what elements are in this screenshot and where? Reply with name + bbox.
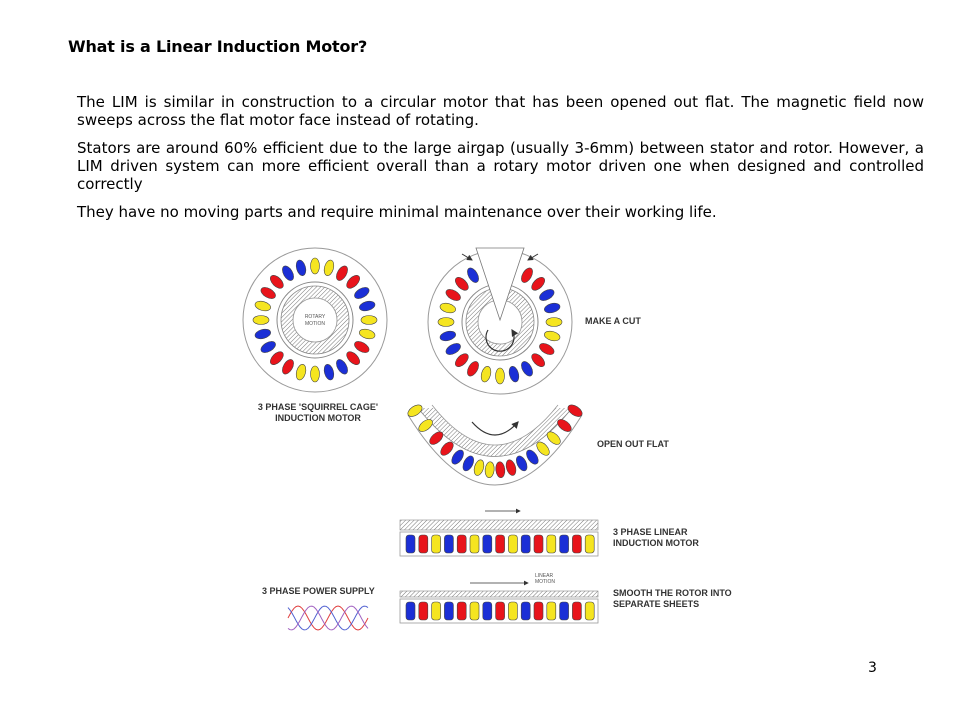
linear-motion-label-2: MOTION: [535, 579, 555, 585]
coil: [311, 366, 320, 382]
coil: [547, 535, 556, 553]
coil: [521, 602, 530, 620]
coil: [406, 535, 415, 553]
coil: [496, 535, 505, 553]
squirrel-cage-label-2: INDUCTION MOTOR: [275, 413, 361, 423]
coil: [419, 602, 428, 620]
smooth-label-2: SEPARATE SHEETS: [613, 599, 700, 609]
squirrel-cage-motor: [243, 248, 387, 423]
rotary-motion-label-1: ROTARY: [304, 314, 326, 320]
coil: [457, 535, 466, 553]
linear-motor-1: [400, 511, 699, 556]
coil: [438, 318, 454, 327]
coil: [470, 602, 479, 620]
power-supply: [262, 586, 375, 630]
power-supply-label: 3 PHASE POWER SUPPLY: [262, 586, 375, 596]
coil: [253, 316, 269, 325]
coil: [470, 535, 479, 553]
coil: [508, 535, 517, 553]
coil: [585, 535, 594, 553]
make-cut-label: MAKE A CUT: [585, 316, 641, 326]
coil: [508, 602, 517, 620]
lim-label-1: 3 PHASE LINEAR: [613, 527, 688, 537]
coil: [444, 602, 453, 620]
coil: [572, 602, 581, 620]
linear-motor-2: [400, 573, 732, 623]
coil: [546, 318, 562, 327]
coil: [504, 459, 517, 477]
rotary-motion-label-2: MOTION: [305, 321, 325, 327]
coil: [406, 602, 415, 620]
squirrel-cage-label-1: 3 PHASE 'SQUIRREL CAGE': [257, 402, 379, 412]
coil: [432, 602, 441, 620]
coil: [534, 535, 543, 553]
coil: [521, 535, 530, 553]
slide-title: What is a Linear Induction Motor?: [68, 37, 368, 56]
coil: [560, 535, 569, 553]
body-text: [77, 93, 924, 231]
coil: [534, 602, 543, 620]
coil: [483, 535, 492, 553]
coil: [472, 459, 485, 477]
coil: [572, 535, 581, 553]
coil: [547, 602, 556, 620]
coil: [496, 602, 505, 620]
paragraph-3: They have no moving parts and require minimal maintenance over their working life.: [77, 203, 717, 221]
coil: [457, 602, 466, 620]
coil: [560, 602, 569, 620]
opened-stator: [406, 403, 670, 485]
coil: [361, 316, 377, 325]
paragraph-2: Stators are around 60% efficient due to the large airgap (usually 3-6mm) between stator and rotor. However, a LIM driven system can more efficient overall than a rotary motor driven one when designed and controlled correctly: [77, 139, 924, 193]
coil: [311, 258, 320, 274]
lim-label-2: INDUCTION MOTOR: [613, 538, 699, 548]
coil: [483, 602, 492, 620]
open-out-label: OPEN OUT FLAT: [597, 439, 669, 449]
coil: [496, 368, 505, 384]
lim-diagram: [240, 240, 760, 640]
coil: [432, 535, 441, 553]
cut-motor: [428, 248, 641, 394]
coil: [419, 535, 428, 553]
linear-coils-1: [406, 535, 594, 553]
coil: [585, 602, 594, 620]
lim-diagram-svg: [240, 240, 760, 640]
smooth-label-1: SMOOTH THE ROTOR INTO: [613, 588, 732, 598]
linear-motion-label-1: LINEAR: [535, 573, 554, 579]
coil: [444, 535, 453, 553]
linear-coils-2: [406, 602, 594, 620]
three-phase-waves: [288, 606, 368, 630]
paragraph-1: The LIM is similar in construction to a circular motor that has been opened out flat. The magnetic field now sweeps across the flat motor face instead of rotating.: [77, 93, 924, 129]
coil: [484, 461, 495, 478]
coil: [495, 461, 506, 478]
page-number: 3: [868, 660, 877, 676]
